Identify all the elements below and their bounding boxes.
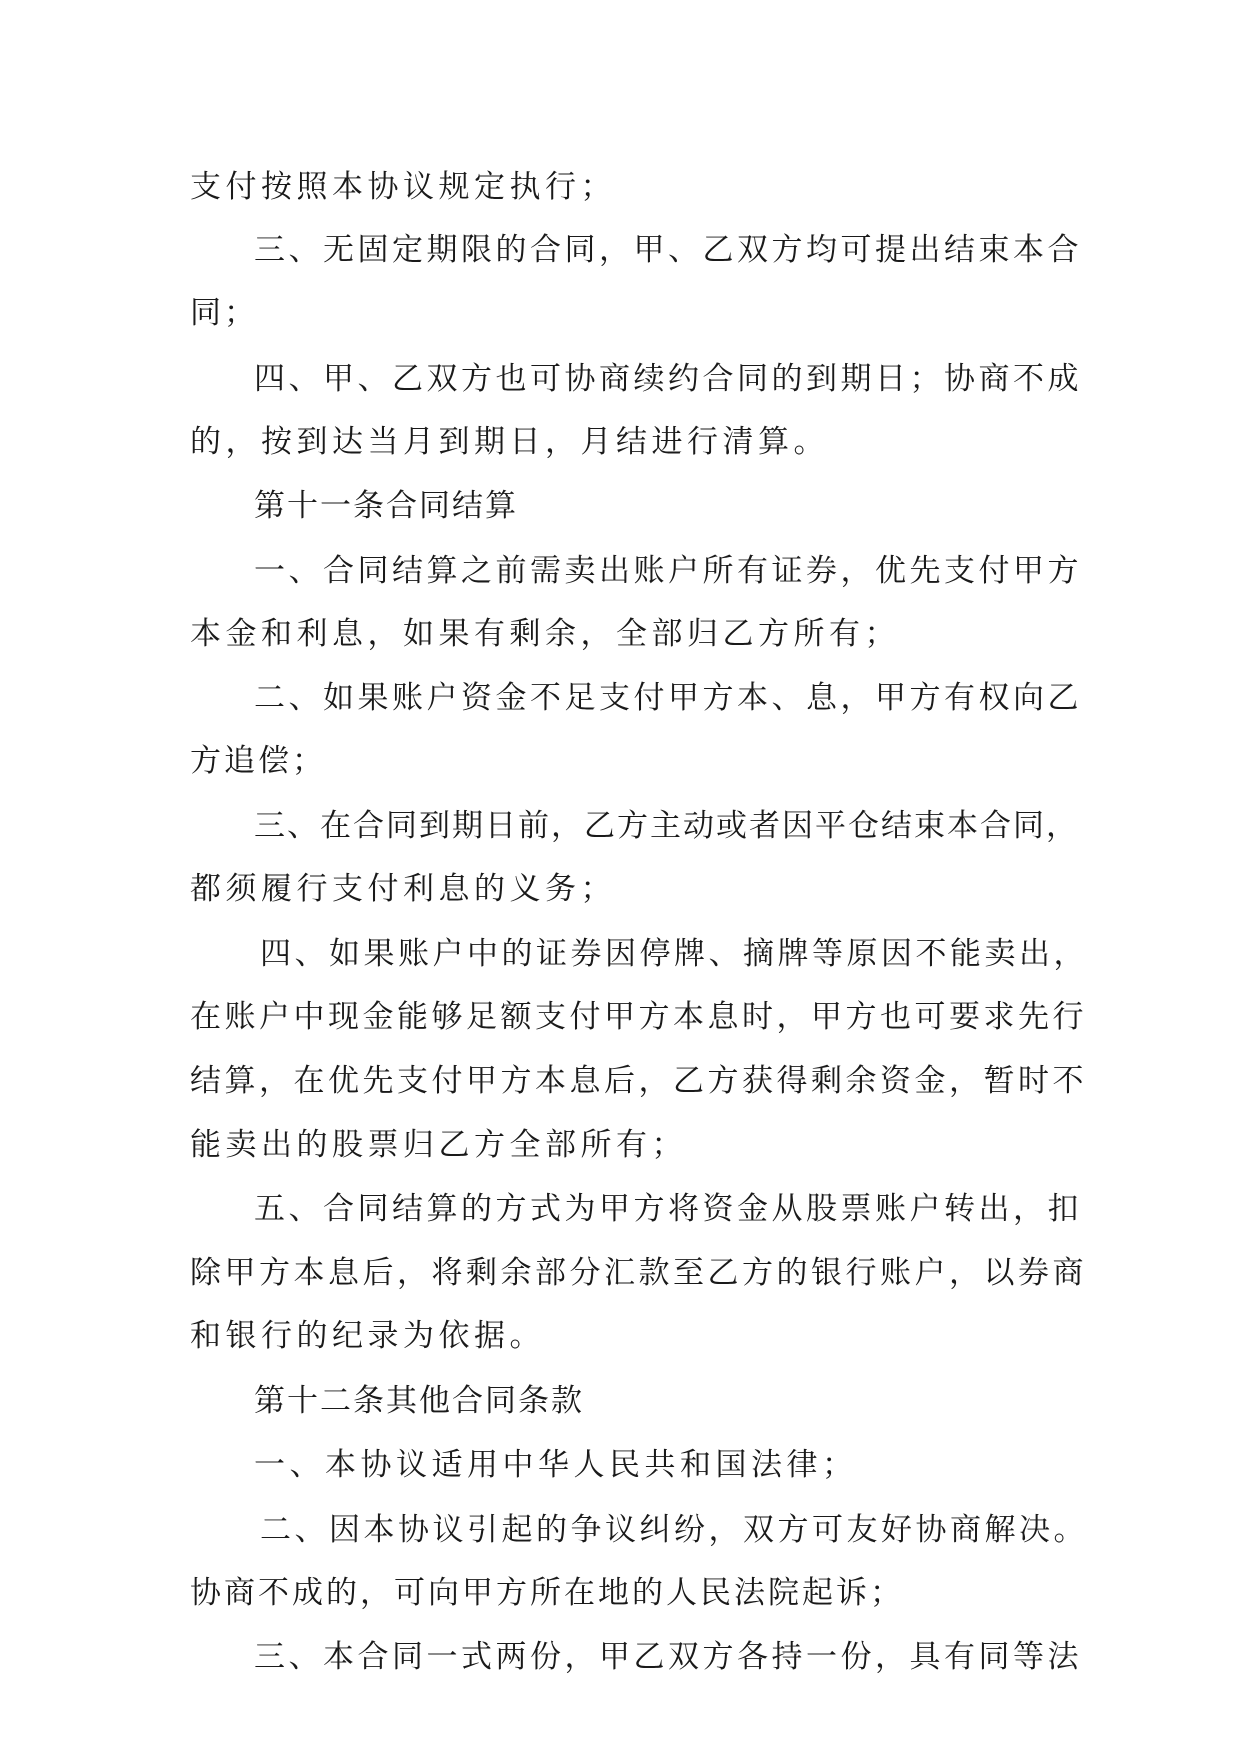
text-line: 一、合同结算之前需卖出账户所有证券，优先支付甲方: [254, 553, 1082, 589]
text-line: 五、合同结算的方式为甲方将资金从股票账户转出，扣: [254, 1191, 1082, 1227]
section-heading: 第十一条合同结算: [254, 488, 518, 524]
text-line: 和银行的纪录为依据。: [190, 1318, 545, 1354]
text-line: 的，按到达当月到期日，月结进行清算。: [190, 424, 829, 460]
text-line: 在账户中现金能够足额支付甲方本息时，甲方也可要求先行: [190, 999, 1087, 1035]
text-line: 二、如果账户资金不足支付甲方本、息，甲方有权向乙: [254, 680, 1082, 716]
text-line: 都须履行支付利息的义务；: [190, 871, 616, 907]
text-line: 支付按照本协议规定执行；: [190, 169, 616, 205]
text-line: 四、如果账户中的证券因停牌、摘牌等原因不能卖出，: [260, 936, 1088, 972]
text-line: 四、甲、乙双方也可协商续约合同的到期日；协商不成: [254, 361, 1082, 397]
text-line: 三、无固定期限的合同，甲、乙双方均可提出结束本合: [254, 232, 1082, 268]
text-line: 三、在合同到期日前，乙方主动或者因平仓结束本合同，: [254, 808, 1079, 844]
text-line: 结算，在优先支付甲方本息后，乙方获得剩余资金，暂时不: [190, 1063, 1087, 1099]
text-line: 除甲方本息后，将剩余部分汇款至乙方的银行账户，以券商: [190, 1255, 1087, 1291]
text-line: 能卖出的股票归乙方全部所有；: [190, 1127, 687, 1163]
text-line: 协商不成的，可向甲方所在地的人民法院起诉；: [190, 1575, 904, 1611]
text-line: 三、本合同一式两份，甲乙双方各持一份，具有同等法: [254, 1639, 1082, 1675]
text-line: 一、本协议适用中华人民共和国法律；: [254, 1447, 858, 1483]
text-line: 本金和利息，如果有剩余，全部归乙方所有；: [190, 616, 900, 652]
text-line: 二、因本协议引起的争议纠纷，双方可友好协商解决。: [260, 1512, 1088, 1548]
text-line: 同；: [190, 295, 258, 331]
text-line: 方追偿；: [190, 743, 326, 779]
section-heading: 第十二条其他合同条款: [254, 1383, 584, 1419]
